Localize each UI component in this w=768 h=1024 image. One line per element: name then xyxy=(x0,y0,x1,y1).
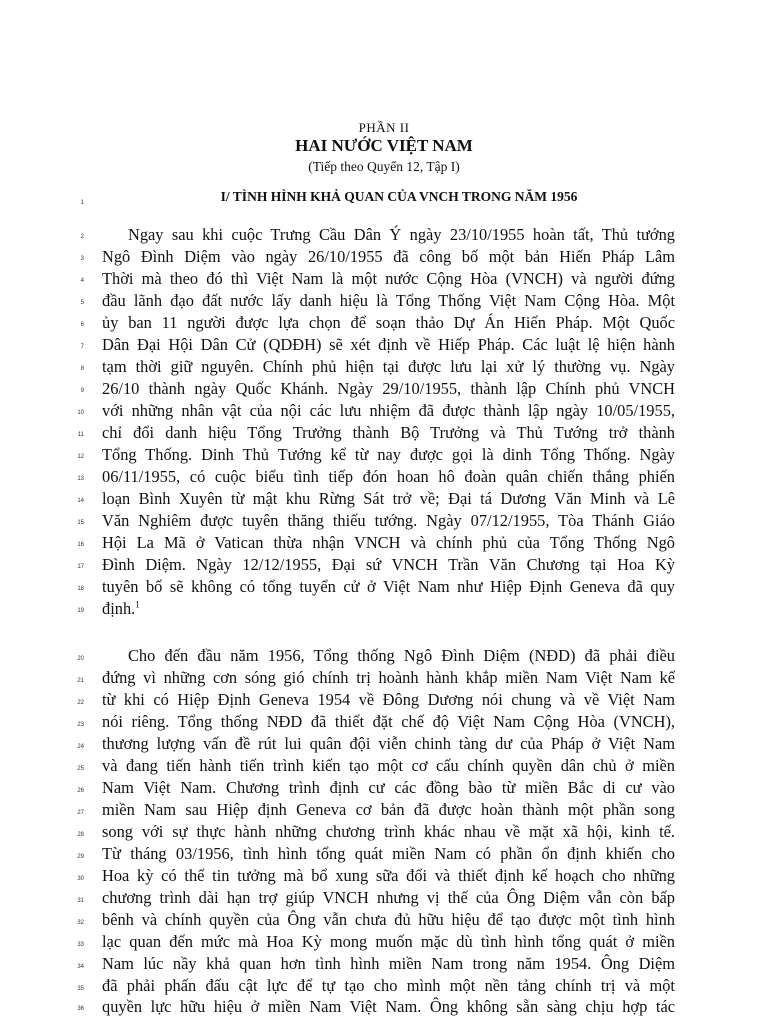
line-number: 29 xyxy=(77,854,84,860)
paragraph-1-line: Dân Đại Hội Dân Cử (QDĐH) sẽ xét định về Hiếp Pháp. Các luật lệ hiện hành xyxy=(102,335,675,354)
paragraph-1-last-text: định. xyxy=(102,599,136,618)
paragraph-2-line: từ khi có Hiệp Định Geneva 1954 về Đông Dương nói chung và về Việt Nam xyxy=(102,690,675,709)
line-number: 17 xyxy=(77,564,84,570)
line-number: 2 xyxy=(80,234,84,240)
paragraph-2-line: lạc quan đến mức mà Hoa Kỳ mong muốn mặc dù tình hình tổng quát ở miền xyxy=(102,932,675,951)
line-number: 23 xyxy=(77,722,84,728)
paragraph-2-line: Nam lúc nầy khả quan hơn tình hình miền Nam trong năm 1954. Ông Diệm xyxy=(102,954,675,973)
line-number: 16 xyxy=(77,542,84,548)
paragraph-1-line: 06/11/1955, có cuộc biểu tình tiếp đón hoan hô đoàn quân chiến thắng phiến xyxy=(102,467,675,486)
line-number: 34 xyxy=(77,964,84,970)
paragraph-1-line: đầu lãnh đạo đất nước lấy danh hiệu là Tổng Thống Việt Nam Cộng Hòa. Một xyxy=(102,291,675,310)
line-number: 8 xyxy=(80,366,84,372)
line-number: 26 xyxy=(77,788,84,794)
paragraph-2-line: Nam Việt Nam. Chương trình định cư các đồng bào từ miền Bắc di cư vào xyxy=(102,778,675,797)
line-number: 6 xyxy=(80,322,84,328)
line-number: 12 xyxy=(77,454,84,460)
paragraph-1-line: Hội La Mã ở Vatican thừa nhận VNCH và chính phủ của Tổng Thống Ngô xyxy=(102,533,675,552)
line-number: 20 xyxy=(77,656,84,662)
paragraph-1-line: Đình Diệm. Ngày 12/12/1955, Đại sứ VNCH Trần Văn Chương tại Hoa Kỳ xyxy=(102,555,675,574)
line-number: 32 xyxy=(77,920,84,926)
paragraph-1-line: Ngô Đình Diệm vào ngày 26/10/1955 đã công bố một bản Hiến Pháp Lâm xyxy=(102,247,675,266)
part-label: PHẦN II xyxy=(358,120,410,135)
line-number: 15 xyxy=(77,520,84,526)
line-number: 22 xyxy=(77,700,84,706)
document-title: HAI NƯỚC VIỆT NAM xyxy=(295,136,473,155)
line-number: 7 xyxy=(80,344,84,350)
document-subtitle: (Tiếp theo Quyển 12, Tập I) xyxy=(308,159,460,174)
line-number: 21 xyxy=(77,678,84,684)
paragraph-2-line: chương trình dài hạn trợ giúp VNCH nhưng vị thế của Ông Diệm vẫn còn bấp xyxy=(102,888,675,907)
paragraph-1-line: Văn Nghiêm được tuyên thăng thiếu tướng. Ngày 07/12/1955, Tòa Thánh Giáo xyxy=(102,511,675,530)
line-number: 27 xyxy=(77,810,84,816)
line-number: 1 xyxy=(80,200,84,206)
line-number: 13 xyxy=(77,476,84,482)
line-number: 19 xyxy=(77,608,84,614)
line-number: 36 xyxy=(77,1006,84,1012)
line-number: 4 xyxy=(80,278,84,284)
paragraph-2-line: miền Nam sau Hiệp định Geneva cơ bản đã được hoàn thành một phần song xyxy=(102,800,675,819)
paragraph-2-line: Cho đến đầu năm 1956, Tổng thống Ngô Đình Diệm (NĐD) đã phải điều xyxy=(128,646,675,665)
line-number: 9 xyxy=(80,388,84,394)
line-number: 18 xyxy=(77,586,84,592)
line-number: 10 xyxy=(77,410,84,416)
paragraph-1-line: với những nhân vật của nội các lưu nhiệm đã được thành lập ngày 10/05/1955, xyxy=(102,401,675,420)
paragraph-2-line: đã phải phấn đấu cật lực để tự tạo cho mình một nền tảng chính trị và một xyxy=(102,976,675,995)
line-number: 33 xyxy=(77,942,84,948)
paragraph-1-line: Thời mà theo đó thì Việt Nam là một nước Cộng Hòa (VNCH) và người đứng xyxy=(102,269,675,288)
paragraph-1-line: tạm thời giữ nguyên. Chính phủ hiện tại được lưu lại xử lý thường vụ. Ngày xyxy=(102,357,675,376)
line-number: 5 xyxy=(80,300,84,306)
line-number: 30 xyxy=(77,876,84,882)
paragraph-1-line: tuyên bố sẽ không có tổng tuyển cử ở Việt Nam như Hiệp Định Geneva đã quy xyxy=(102,577,675,596)
line-number: 31 xyxy=(77,898,84,904)
line-number: 3 xyxy=(80,256,84,262)
paragraph-2-line: quyền lực hữu hiệu ở miền Nam Việt Nam. Ông không sẵn sàng chịu hợp tác xyxy=(102,997,675,1016)
paragraph-2-line: song với sự thực hành những chương trình khác nhau về mặt xã hội, kinh tế. xyxy=(102,822,675,841)
paragraph-2-line: bênh và chính quyền của Ông vẫn chưa đủ hữu hiệu để tạo được một tình hình xyxy=(102,910,675,929)
paragraph-1-line xyxy=(102,598,675,620)
paragraph-2-line: thương lượng vấn đề rút lui quân đội viễn chinh tàng dư của Pháp ở Việt Nam xyxy=(102,734,675,753)
line-number: 35 xyxy=(77,986,84,992)
line-number: 24 xyxy=(77,744,84,750)
section-heading: I/ TÌNH HÌNH KHẢ QUAN CỦA VNCH TRONG NĂM 1956 xyxy=(220,189,578,204)
line-number: 11 xyxy=(77,432,84,438)
paragraph-1-line: ủy ban 11 người được lựa chọn để soạn thảo Dự Án Hiến Pháp. Một Quốc xyxy=(102,313,675,332)
paragraph-2-line: nói riêng. Tổng thống NĐD đã thiết đặt chế độ Việt Nam Cộng Hòa (VNCH), xyxy=(102,712,675,731)
paragraph-2-line: đứng vì những cơn sóng gió chính trị hoành hành khắp miền Nam Việt Nam kể xyxy=(102,668,675,687)
paragraph-1-line: chỉ đổi danh hiệu Tổng Trưởng thành Bộ Trưởng và Thủ Tướng trở thành xyxy=(102,423,675,442)
line-number: 14 xyxy=(77,498,84,504)
paragraph-1-line: 26/10 thành ngày Quốc Khánh. Ngày 29/10/1955, thành lập Chính phủ VNCH xyxy=(102,379,675,398)
line-number: 28 xyxy=(77,832,84,838)
paragraph-1-line: loạn Bình Xuyên từ mật khu Rừng Sát trở về; Đại tá Dương Văn Minh và Lê xyxy=(102,489,675,508)
line-number: 25 xyxy=(77,766,84,772)
footnote-reference[interactable]: 1 xyxy=(135,599,140,610)
paragraph-1-line: Tổng Thống. Dinh Thủ Tướng kể từ nay được gọi là dinh Tổng Thống. Ngày xyxy=(102,445,675,464)
paragraph-2-line: và đang tiến hành tiến trình kiến tạo một cơ cấu chính quyền dân chủ ở miền xyxy=(102,756,675,775)
paragraph-1-line: Ngay sau khi cuộc Trưng Cầu Dân Ý ngày 23/10/1955 hoàn tất, Thủ tướng xyxy=(128,225,675,244)
paragraph-2-line: Từ tháng 03/1956, tình hình tổng quát miền Nam có phần ổn định khiến cho xyxy=(102,844,675,863)
paragraph-2-line: Hoa kỳ có thể tin tưởng mà bổ xung sữa đổi và thiết định kế hoạch cho những xyxy=(102,866,675,885)
